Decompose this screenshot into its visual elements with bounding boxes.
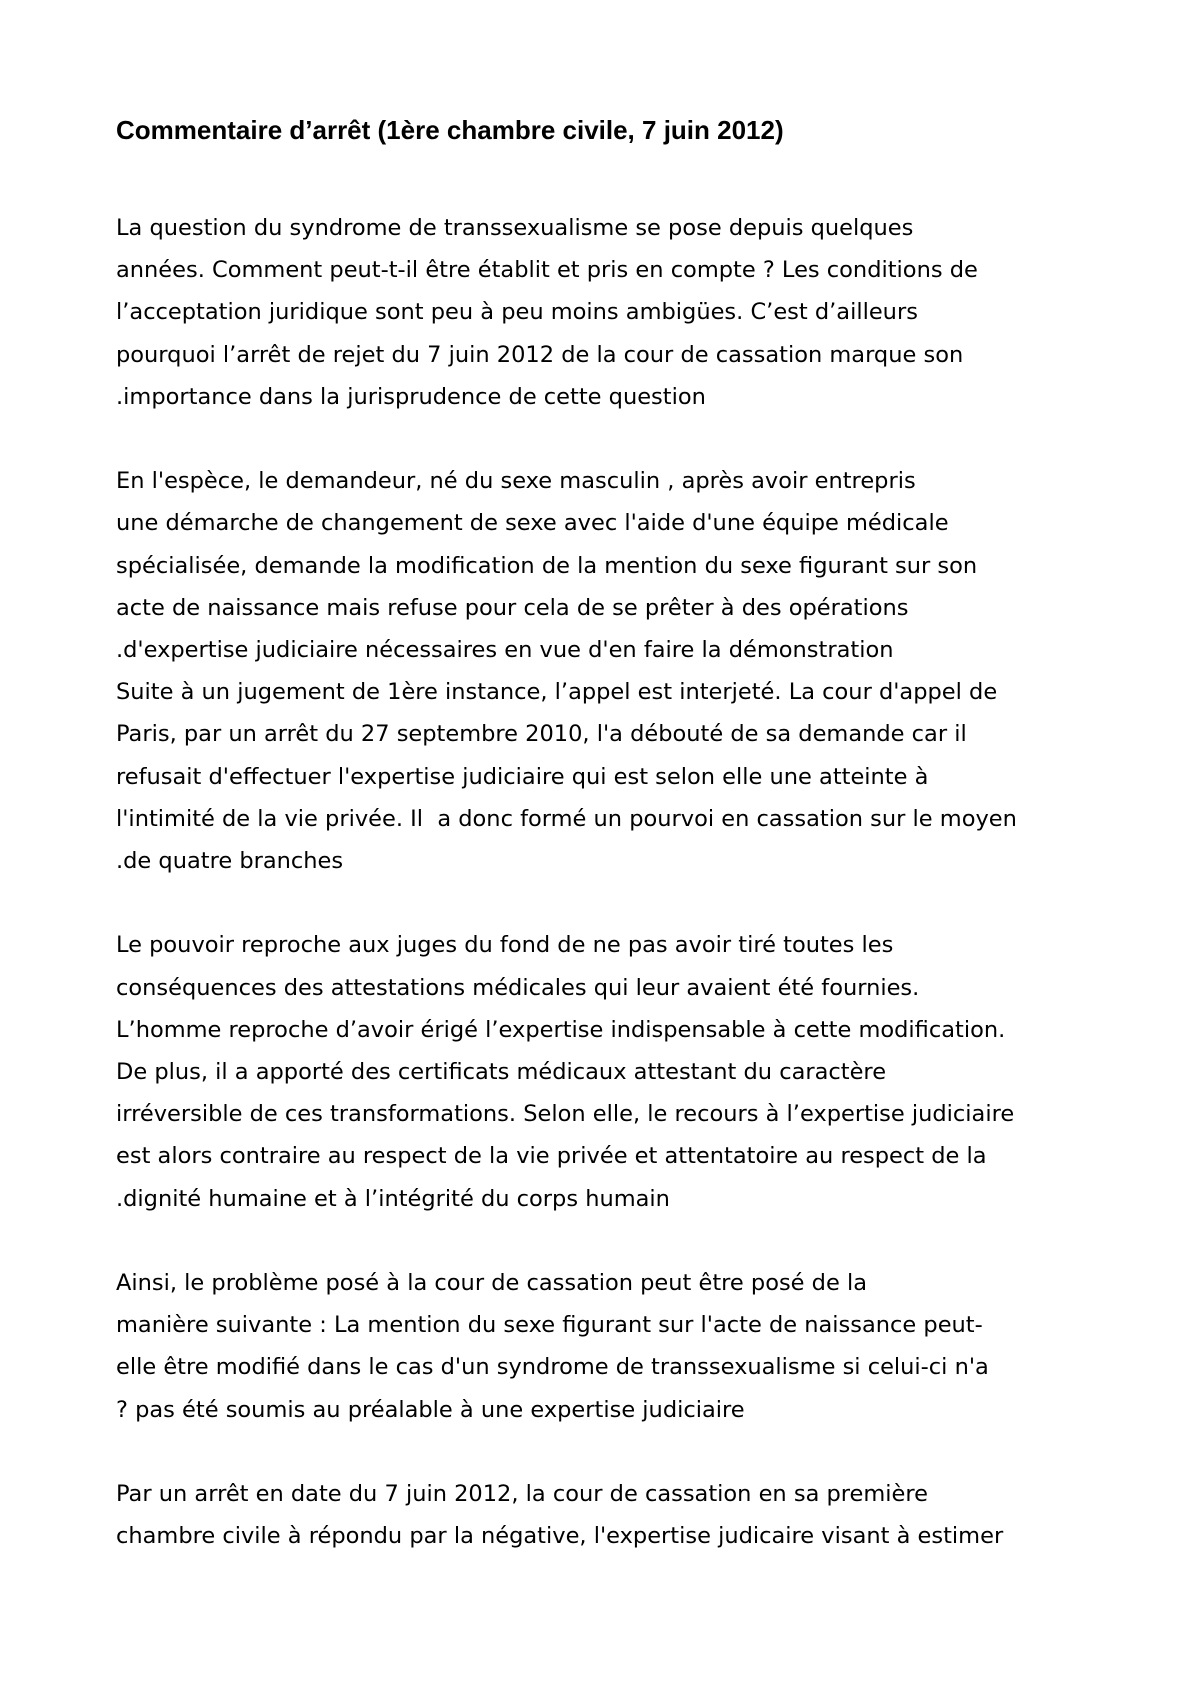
text-line: spécialisée, demande la modification de la mention du sexe figurant sur son xyxy=(116,552,978,579)
text-line: Le pouvoir reproche aux juges du fond de ne pas avoir tiré toutes les xyxy=(116,932,894,959)
text-line: elle être modifié dans le cas d'un syndrome de transsexualisme si celui-ci n'a xyxy=(116,1354,989,1381)
paragraph-facts-procedure xyxy=(116,460,1116,882)
text-line: L’homme reproche d’avoir érigé l’expertise indispensable à cette modification. xyxy=(116,1016,1006,1043)
text-line: ? pas été soumis au préalable à une expertise judiciaire xyxy=(116,1396,745,1423)
text-line: .de quatre branches xyxy=(116,848,344,875)
text-line: .importance dans la jurisprudence de cette question xyxy=(116,383,706,410)
text-line: Par un arrêt en date du 7 juin 2012, la cour de cassation en sa première xyxy=(116,1481,928,1508)
text-line: refusait d'effectuer l'expertise judiciaire qui est selon elle une atteinte à xyxy=(116,763,929,790)
text-line: manière suivante : La mention du sexe figurant sur l'acte de naissance peut- xyxy=(116,1312,983,1339)
text-line: l’acceptation juridique sont peu à peu moins ambigües. C’est d’ailleurs xyxy=(116,299,918,326)
text-line: conséquences des attestations médicales qui leur avaient été fournies. xyxy=(116,974,920,1001)
text-line: est alors contraire au respect de la vie privée et attentatoire au respect de la xyxy=(116,1143,987,1170)
text-line: acte de naissance mais refuse pour cela de se prêter à des opérations xyxy=(116,594,909,621)
document-title: Commentaire d’arrêt (1ère chambre civile, 7 juin 2012) xyxy=(116,115,784,145)
paragraph-legal-problem xyxy=(116,1262,1116,1431)
text-line: Paris, par un arrêt du 27 septembre 2010, l'a débouté de sa demande car il xyxy=(116,721,967,748)
text-line: En l'espèce, le demandeur, né du sexe masculin , après avoir entrepris xyxy=(116,468,916,495)
text-line: Ainsi, le problème posé à la cour de cassation peut être posé de la xyxy=(116,1270,867,1297)
text-line: années. Comment peut-t-il être établit et pris en compte ? Les conditions de xyxy=(116,257,978,284)
text-line: l'intimité de la vie privée. Il a donc formé un pourvoi en cassation sur le moyen xyxy=(116,805,1017,832)
text-line: chambre civile à répondu par la négative, l'expertise judicaire visant à estimer xyxy=(116,1523,1004,1550)
text-line: La question du syndrome de transsexualisme se pose depuis quelques xyxy=(116,215,914,241)
text-line: irréversible de ces transformations. Selon elle, le recours à l’expertise judiciaire xyxy=(116,1101,1015,1128)
paragraph-decision xyxy=(116,1473,1116,1557)
document-body xyxy=(116,207,1116,1600)
text-line: .d'expertise judiciaire nécessaires en vue d'en faire la démonstration xyxy=(116,637,894,664)
text-line: Suite à un jugement de 1ère instance, l’appel est interjeté. La cour d'appel de xyxy=(116,679,998,706)
text-line: pourquoi l’arrêt de rejet du 7 juin 2012 de la cour de cassation marque son xyxy=(116,341,964,368)
text-line: .dignité humaine et à l’intégrité du corps humain xyxy=(116,1185,670,1212)
paragraph-introduction xyxy=(116,207,1116,418)
paragraph-arguments xyxy=(116,924,1116,1219)
text-line: une démarche de changement de sexe avec l'aide d'une équipe médicale xyxy=(116,510,949,537)
text-line: De plus, il a apporté des certificats médicaux attestant du caractère xyxy=(116,1059,887,1086)
